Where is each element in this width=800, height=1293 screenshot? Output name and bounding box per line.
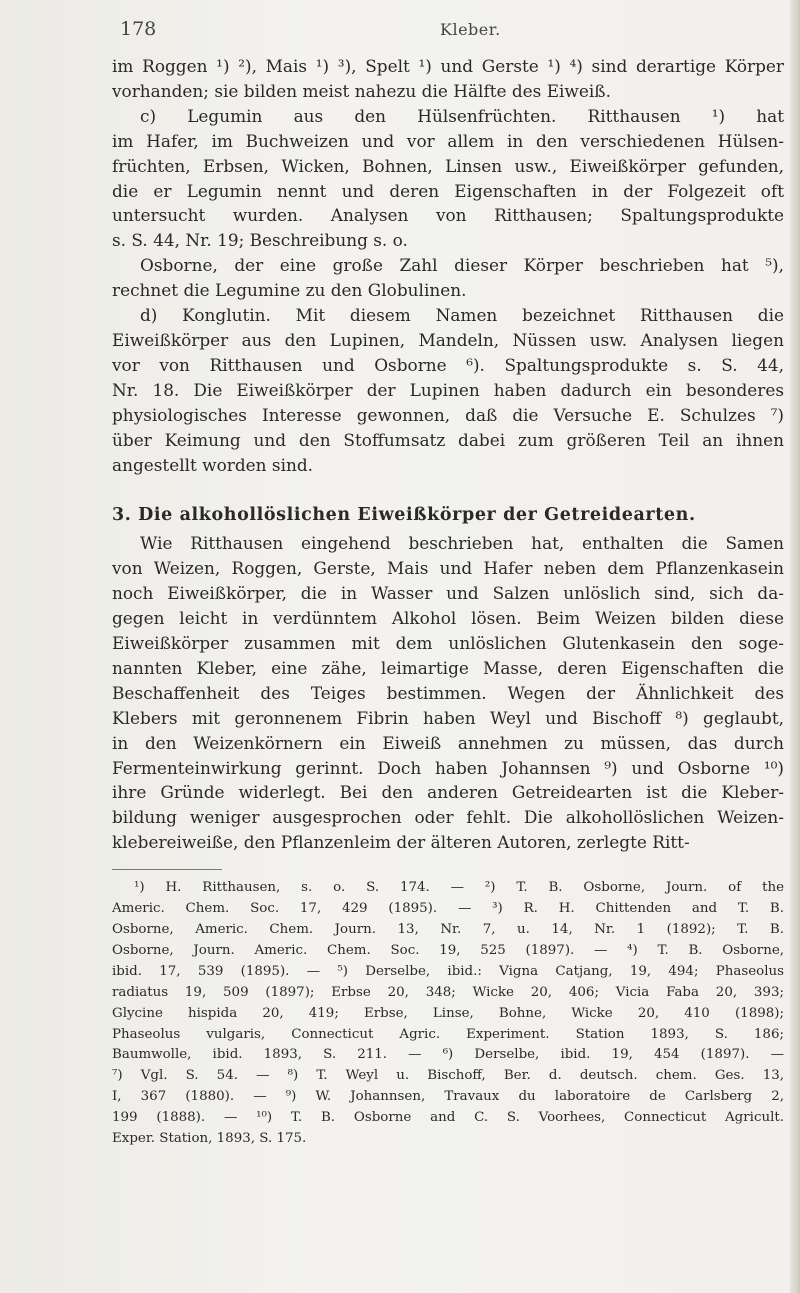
page-body [112,54,784,1150]
text-line: s. S. 44, Nr. 19; Beschreibung s. o. [112,230,408,251]
footnote-line: Exper. Station, 1893, S. 175. [112,1131,307,1147]
paragraph-legumin [112,104,784,253]
text-line: Eiweißkörper zusammen mit dem unlöslichen Glutenkasein den soge- [112,633,784,654]
text-line: in den Weizenkörnern ein Eiweiß annehmen zu müssen, das durch [112,732,784,753]
footnote-line: ⁷) Vgl. S. 54. — ⁸) T. Weyl u. Bischoff, Ber. d. deutsch. chem. Ges. 13, [112,1068,784,1084]
text-line: früchten, Erbsen, Wicken, Bohnen, Linsen usw., Eiweißkörper gefunden, [112,155,784,176]
footnote-line: Osborne, Americ. Chem. Journ. 13, Nr. 7, u. 14, Nr. 1 (1892); T. B. [112,922,784,937]
text-line: im Hafer, im Buchweizen und vor allem in den verschiedenen Hülsen- [112,130,784,151]
text-line: rechnet die Legumine zu den Globulinen. [112,280,467,301]
text-line: Eiweißkörper aus den Lupinen, Mandeln, Nüssen usw. Analysen liegen [112,329,784,350]
footnote-line: I, 367 (1880). — ⁹) W. Johannsen, Travaux du laboratoire de Carlsberg 2, [112,1089,784,1105]
text-line: bildung weniger ausgesprochen oder fehlt. Die alkohollöslichen Weizen- [112,807,784,828]
footnote-line: Glycine hispida 20, 419; Erbse, Linse, Bohne, Wicke 20, 410 (1898); [112,1005,784,1021]
footnote-line: ibid. 17, 539 (1895). — ⁵) Derselbe, ibid.: Vigna Catjang, 19, 494; Phaseolus [112,963,784,979]
footnote-line: Americ. Chem. Soc. 17, 429 (1895). — ³) R. H. Chittenden and T. B. [112,901,784,917]
text-line: ihre Gründe widerlegt. Bei den anderen Getreidearten ist die Kleber- [112,782,784,803]
footnote-line: Osborne, Journ. Americ. Chem. Soc. 19, 525 (1897). — ⁴) T. B. Osborne, [112,942,784,958]
footnote-divider [112,869,222,870]
footnote-line: 199 (1888). — ¹⁰) T. B. Osborne and C. S. Voorhees, Connecticut Agricult. [112,1110,784,1126]
text-line: gegen leicht in verdünntem Alkohol lösen. Beim Weizen bilden diese [112,608,784,629]
footnotes [112,878,784,1150]
paragraph-osborne [112,253,784,303]
text-line: Beschaffenheit des Teiges bestimmen. Wegen der Ähnlichkeit des [112,682,784,703]
page-edge [790,0,800,1293]
text-line: im Roggen ¹) ²), Mais ¹) ³), Spelt ¹) und Gerste ¹) ⁴) sind derartige Körper [112,56,784,76]
paragraph-konglutin [112,303,784,477]
footnote-line: Phaseolus vulgaris, Connecticut Agric. Experiment. Station 1893, S. 186; [112,1026,784,1042]
footnote-line: Baumwolle, ibid. 1893, S. 211. — ⁶) Derselbe, ibid. 19, 454 (1897). — [112,1047,784,1063]
paragraph-getreide [112,531,784,855]
section-heading-text: 3. Die alkohollöslichen Eiweißkörper der Getreidearten. [112,505,696,526]
running-head: Kleber. [440,20,501,39]
spacer [112,477,784,503]
footnote-line: radiatus 19, 509 (1897); Erbse 20, 348; Wicke 20, 406; Vicia Faba 20, 393; [112,984,784,1000]
text-line: klebereiweiße, den Pflanzenleim der älteren Autoren, zerlegte Ritt- [112,832,690,853]
text-line: vorhanden; sie bilden meist nahezu die Hälfte des Eiweiß. [112,80,611,101]
text-line: angestellt worden sind. [112,454,314,475]
text-line: über Keimung und den Stoffumsatz dabei zum größeren Teil an ihnen [112,429,784,450]
text-line: noch Eiweißkörper, die in Wasser und Salzen unlöslich sind, sich da- [112,583,784,604]
text-line: Wie Ritthausen eingehend beschrieben hat, enthalten die Samen [140,533,784,554]
text-line: Klebers mit geronnenem Fibrin haben Weyl und Bischoff ⁸) geglaubt, [112,707,784,728]
text-line: Nr. 18. Die Eiweißkörper der Lupinen haben dadurch ein besonderes [112,379,784,400]
text-line: von Weizen, Roggen, Gerste, Mais und Hafer neben dem Pflanzenkasein [112,558,784,579]
text-line: vor von Ritthausen und Osborne ⁶). Spaltungsprodukte s. S. 44, [112,354,784,375]
text-line: nannten Kleber, eine zähe, leimartige Masse, deren Eigenschaften die [112,657,784,678]
text-line: d) Konglutin. Mit diesem Namen bezeichnet Ritthausen die [140,305,784,326]
text-line: untersucht wurden. Analysen von Ritthausen; Spaltungsprodukte [112,205,784,226]
footnote-line: ¹) H. Ritthausen, s. o. S. 174. — ²) T. B. Osborne, Journ. of the [134,880,784,896]
text-line: Osborne, der eine große Zahl dieser Körper beschrieben hat ⁵), [140,255,784,276]
page-number: 178 [120,18,157,40]
text-line: physiologisches Interesse gewonnen, daß die Versuche E. Schulzes ⁷) [112,404,784,425]
section-heading [112,503,784,527]
intro-paragraph [112,54,784,104]
text-line: die er Legumin nennt und deren Eigenschaften in der Folgezeit oft [112,180,784,201]
text-line: Fermenteinwirkung gerinnt. Doch haben Johannsen ⁹) und Osborne ¹⁰) [112,757,784,778]
text-line: c) Legumin aus den Hülsenfrüchten. Ritthausen ¹) hat [140,105,784,126]
page-header [0,18,800,48]
